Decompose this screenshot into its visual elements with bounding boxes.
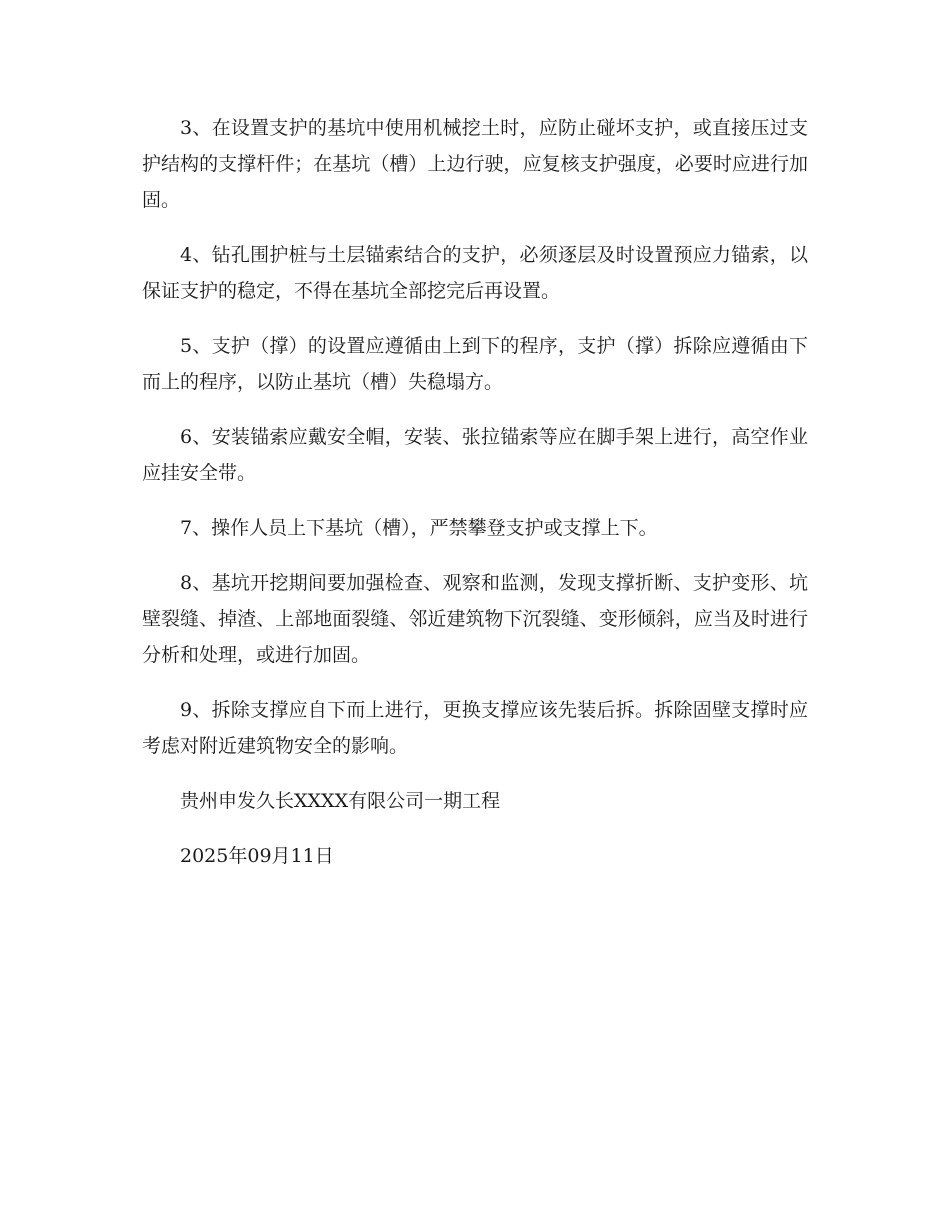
paragraph-item-7: 7、操作人员上下基坑（槽），严禁攀登支护或支撑上下。 xyxy=(180,517,658,539)
paragraph-item-9: 9、拆除支撑应自下而上进行，更换支撑应该先装后拆。拆除固壁支撑时应考虑对附近建筑物安全的影响。 xyxy=(142,699,808,757)
signature-date: 2025年09月11日 xyxy=(180,845,334,867)
paragraph-item-3: 3、在设置支护的基坑中使用机械挖土时，应防止碰坏支护，或直接压过支护结构的支撑杆件；在基坑（槽）上边行驶，应复核支护强度，必要时应进行加固。 xyxy=(142,117,808,211)
paragraph-item-8: 8、基坑开挖期间要加强检查、观察和监测，发现支撑折断、支护变形、坑壁裂缝、掉渣、上部地面裂缝、邻近建筑物下沉裂缝、变形倾斜，应当及时进行分析和处理，或进行加固。 xyxy=(142,572,808,666)
signature-organization: 贵州申发久长XXXX有限公司一期工程 xyxy=(180,790,501,812)
document-body xyxy=(142,110,808,893)
paragraph-item-6: 6、安装锚索应戴安全帽，安装、张拉锚索等应在脚手架上进行，高空作业应挂安全带。 xyxy=(142,426,808,484)
paragraph-item-5: 5、支护（撑）的设置应遵循由上到下的程序，支护（撑）拆除应遵循由下而上的程序，以防止基坑（槽）失稳塌方。 xyxy=(142,335,808,393)
paragraph-item-4: 4、钻孔围护桩与土层锚索结合的支护，必须逐层及时设置预应力锚索，以保证支护的稳定，不得在基坑全部挖完后再设置。 xyxy=(142,244,808,302)
